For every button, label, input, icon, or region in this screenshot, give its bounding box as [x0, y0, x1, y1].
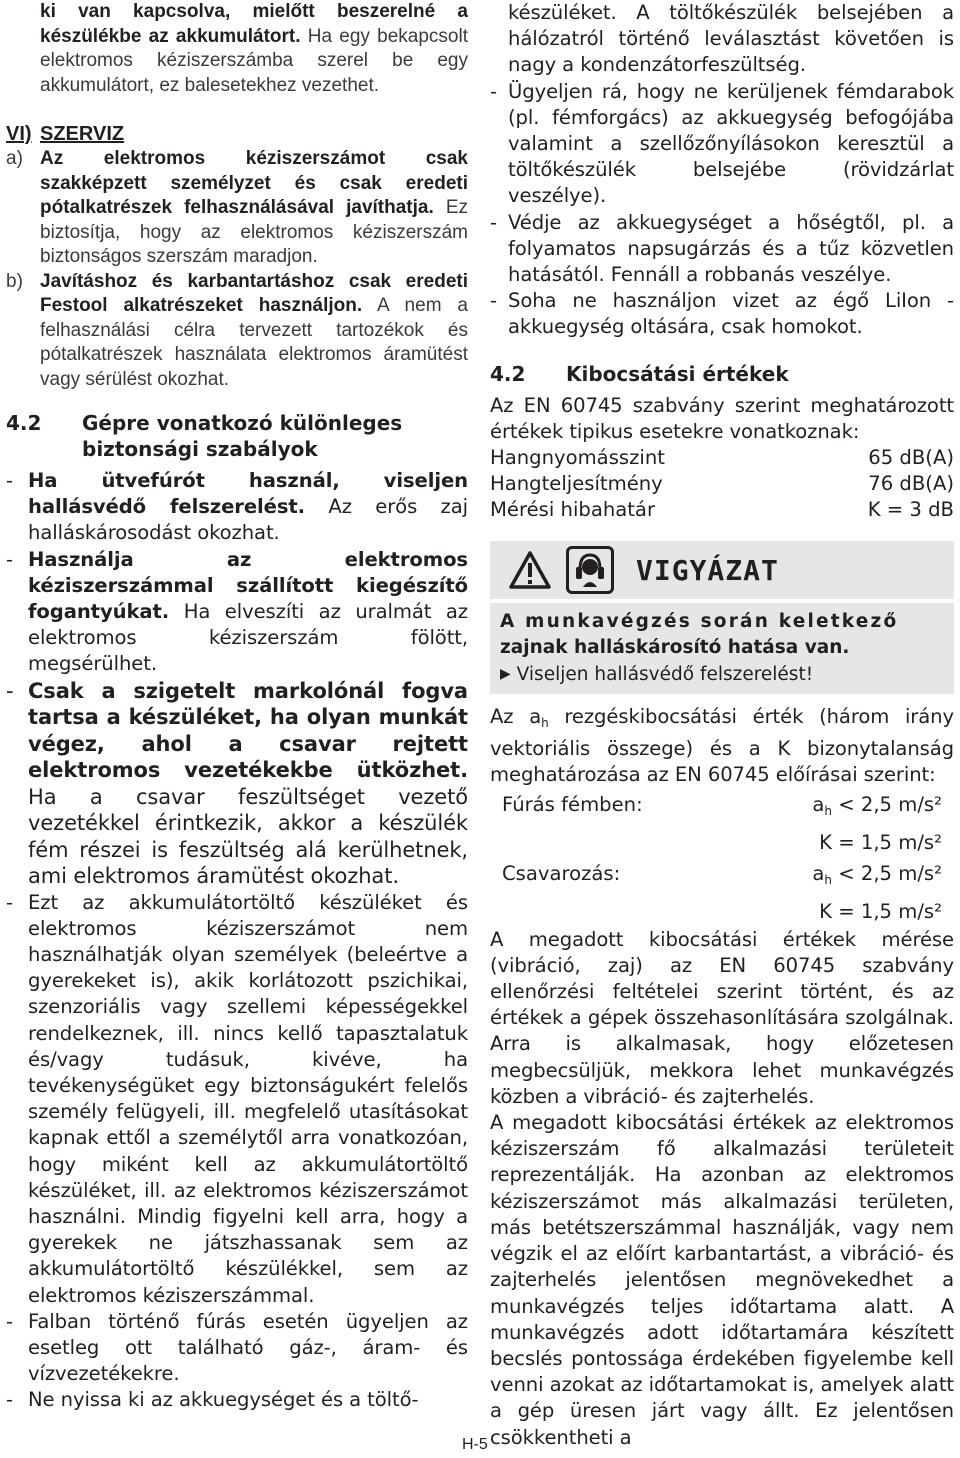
noise-value: 65 dB(A) [868, 446, 954, 470]
vibration-k-row [490, 827, 954, 858]
warning-line: zajnak halláskárosító hatása van. [500, 637, 850, 659]
intro-text: Ha egy bekapcsolt elektromos kéziszerszámba szerel be egy akkumulátort, ez balesetekhez vezethet. [40, 25, 469, 96]
item-bold: Használja az elektromos kéziszerszámmal szállított kiegészítő fogantyúkat. [28, 547, 468, 624]
noise-value: K = 3 dB [867, 498, 954, 522]
warning-title: VIGYÁZAT [636, 553, 779, 587]
continued-text: készüléket. A töltőkészülék belsejében a hálózatról történő leválasztást követően is nagy a kondenzátorfeszültség. [508, 1, 954, 77]
item-text: Ne nyissa ki az akkuegységet és a töltő- [28, 1388, 419, 1412]
item-bold: Az elektromos kéziszerszámot csak szakképzett személyzet és csak eredeti pótalkatrészek felhasználásával javíthatja. [40, 148, 468, 218]
item-text [28, 468, 468, 547]
vib-val: < 2,5 m/s² [831, 792, 942, 816]
item-marker: a) [6, 148, 23, 169]
vibration-spacer [490, 827, 800, 858]
section-heading-emission [490, 361, 954, 387]
vibration-value [800, 858, 954, 896]
vibration-spacer [490, 896, 800, 927]
right-column [490, 0, 954, 1451]
item-text: Ezt az akkumulátortöltő készüléket és elektromos kéziszerszámot nem használhatják olyan személyek (beleértve a gyerekeket is), akik korlátozott pszichikai, szenzoriális vagy szellemi képességekkel rendelkeznek, ill. nincs kellő tapasztalatuk és/vagy tudásuk, kivéve, ha tevékenységüket egy biztonságukért felelős személy felügyeli, ill. megfelelő utasításokat kapnak ettől a személytől arra vonatkozóan, hogy miként kell az akkumulátortöltő készüléket, ill. az elektromos kéziszerszámot használni. Mindig figyelni kell arra, hogy a gyerekek ne játszhassanak sem az akkumulátortöltő készülékkel, sem az elektromos kéziszerszámmal. [28, 890, 468, 1307]
warning-line: A munkavégzés során keletkező [500, 611, 899, 633]
warning-header [490, 541, 954, 599]
dash-marker: - [6, 890, 13, 914]
vib-subscript: h [824, 872, 832, 887]
vibration-intro [490, 704, 954, 789]
vib-subscript: h [824, 803, 832, 818]
emission-intro: Az EN 60745 szabvány szerint meghatározott értékek tipikus esetekre vonatkoznak: [490, 393, 954, 443]
dash-marker: - [490, 79, 497, 103]
dash-marker: - [6, 678, 14, 703]
noise-value: 76 dB(A) [868, 472, 954, 496]
item-text [40, 147, 468, 270]
dash-marker: - [6, 547, 13, 571]
safety-item-metal [490, 79, 954, 210]
warning-triangle-icon [508, 548, 552, 592]
section-heading-4-2 [6, 410, 468, 462]
safety-item-hearing [6, 468, 468, 547]
service-item-a [6, 147, 468, 270]
safety-item-water [490, 288, 954, 340]
safety-item-persons [6, 890, 468, 1309]
vib-val: < 2,5 m/s² [831, 861, 942, 885]
section-title: Kibocsátási értékek [566, 361, 789, 386]
vib-symbol: a [812, 861, 825, 885]
intro-paragraph [40, 0, 468, 98]
section-number: 4.2 [490, 361, 526, 386]
section-number: 4.2 [6, 411, 42, 435]
item-text: Ügyeljen rá, hogy ne kerüljenek fémdarabok (pl. fémforgács) az akkuegység befogójába valamint a szellőzőnyílásokon keresztül a töltőkészülék belsejébe (rövidzárlat veszélye). [508, 79, 954, 208]
left-column [6, 0, 468, 1414]
vibration-row [490, 858, 954, 896]
ear-protection-icon [566, 546, 614, 594]
item-bold: Csak a szigetelt markolónál fogva tartsa a készüléket, ha olyan munkát végez, ahol a csavar rejtett elektromos vezetékekbe ütközhet. [28, 678, 468, 783]
noise-label: Hangteljesítmény [490, 472, 663, 496]
vib-rest: rezgéskibocsátási érték (három irány vektoriális összege) és a K bizonytalanság meghatározása az EN 60745 előírásai szerint: [490, 705, 954, 787]
vibration-row [490, 789, 954, 827]
action-text: Viseljen hallásvédő felszerelést! [516, 664, 814, 686]
item-text: Soha ne használjon vizet az égő LiIon - akkuegység oltására, csak homokot. [508, 289, 954, 339]
section-heading-serviz [6, 122, 468, 147]
item-rest: Ha elveszíti az uralmát az elektromos kéziszerszám fölött, megsérülhet. [28, 600, 468, 676]
section-title: SZERVIZ [40, 123, 125, 145]
dash-marker: - [6, 1388, 13, 1412]
dash-marker: - [6, 1309, 13, 1333]
noise-label: Mérési hibahatár [490, 498, 655, 522]
safety-item-battery-open [6, 1387, 468, 1413]
item-bold: Javításhoz és karbantartáshoz csak eredeti Festool alkatrészeket használjon. [40, 270, 468, 316]
item-bold: Ha ütvefúrót használ, viseljen hallásvédő felszerelést. [28, 469, 468, 519]
vibration-label: Csavarozás: [502, 861, 621, 885]
vibration-k: K = 1,5 m/s² [819, 830, 942, 854]
intro-bold: ki van kapcsolva, mielőtt beszerelné a készülékbe az akkumulátort. [40, 1, 468, 47]
vib-symbol: a [812, 792, 825, 816]
item-text [28, 547, 468, 678]
safety-item-handle [6, 547, 468, 678]
emission-paragraph: A megadott kibocsátási értékek az elektromos kéziszerszám fő alkalmazási területeit reprezentálják. Ha azonban az elektromos kéziszerszámot más alkalmazási területen, más betétszerszámmal használják, vagy nem végzik el az előírt karbantartást, a vibráció- és zajterhelés jelentősen megnövekedhet a munkavégzés teljes időtartama alatt. A munkavégzés adott időtartamára készített becslés pontossága érdekében figyelembe kell venni azokat az időtartamokat is, amelyek alatt a gép üresen járt vagy állt. Ez jelentősen csökkentheti a [490, 1111, 954, 1449]
noise-label: Hangnyomásszint [490, 446, 665, 470]
item-rest: Az erős zaj halláskárosodást okozhat. [28, 495, 468, 545]
dash-marker: - [6, 469, 13, 492]
section-title: Gépre vonatkozó különleges biztonsági szabályok [82, 411, 403, 461]
safety-item-heat [490, 210, 954, 289]
noise-row [490, 497, 954, 523]
item-text: Védje az akkuegységet a hőségtől, pl. a folyamatos napsugárzás és a tűz közvetlen hatásától. Fennáll a robbanás veszélye. [508, 210, 954, 287]
vibration-k-row [490, 896, 954, 927]
noise-row [490, 471, 954, 497]
item-text: Falban történő fúrás esetén ügyeljen az esetleg ott található gáz-, áram- és vízvezetékekre. [28, 1309, 468, 1386]
item-marker: b) [6, 270, 23, 292]
item-rest: Ez biztosítja, hogy az elektromos kéziszerszám biztonságos szerszám maradjon. [40, 197, 469, 267]
service-item-b [6, 270, 468, 393]
item-rest: Ha a csavar feszültséget vezető vezetékkel érintkezik, akkor a készülék fém részei is feszültség alá kerülhetnek, ami elektromos áramütést okozhat. [28, 784, 468, 889]
item-text [40, 270, 468, 393]
dash-marker: - [490, 289, 497, 313]
item-rest: A nem a felhasználási célra tervezett tartozékok és pótalkatrészek használata elektromos áramütést vagy sérülést okozhat. [40, 295, 468, 390]
section-number: VI) [6, 123, 32, 145]
vibration-label: Fúrás fémben: [502, 792, 643, 816]
action-marker-icon: ▶ [500, 666, 511, 683]
vibration-table [490, 789, 954, 927]
item-text [28, 678, 468, 890]
vibration-k: K = 1,5 m/s² [819, 899, 942, 923]
safety-item-wall-drilling [6, 1309, 468, 1388]
vibration-value [800, 789, 954, 827]
noise-table [490, 445, 954, 523]
emission-paragraph: A megadott kibocsátási értékek mérése (vibráció, zaj) az EN 60745 szabvány ellenőrzési feltételei szerint történt, és az értékek a gépek összehasonlítására szolgálnak. Arra is alkalmasak, hogy előzetesen megbecsüljük, mekkora lehet munkavégzés közben a vibráció- és zajterhelés. [490, 927, 954, 1108]
warning-action [500, 661, 946, 688]
dash-marker: - [490, 210, 497, 234]
noise-row [490, 445, 954, 471]
vib-sub: h [541, 716, 549, 731]
vib-a: Az a [490, 705, 542, 729]
page-number: H-5 [462, 1436, 488, 1453]
safety-item-insulated-grip [6, 678, 468, 890]
warning-body [490, 603, 954, 694]
